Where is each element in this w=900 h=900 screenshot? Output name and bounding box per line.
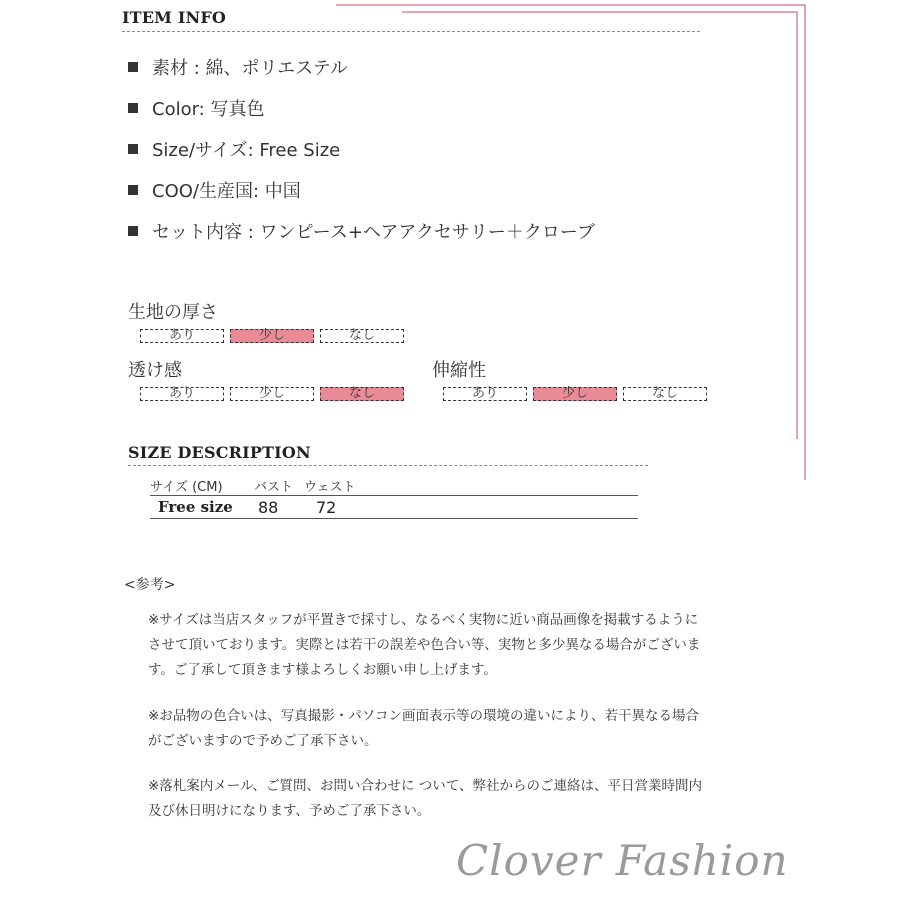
transparency-option-nashi: なし [320,387,404,401]
size-header-size: サイズ (CM) [150,480,223,495]
size-header-waist: ウェスト [304,480,356,495]
reference-note-size: ※サイズは当店スタッフが平置きで採寸し、なるべく実物に近い商品画像を掲載するようにさせて頂いております。実際とは若干の誤差や色合い等、実物と多少異なる場合がございます。ご了承して頂きます様よろしくお願い申し上げます。 [148,612,701,678]
stretch-option-ari: あり [443,387,527,401]
frame-line-right-inner [796,11,798,439]
item-info-divider [122,31,700,32]
frame-line-top-inner [402,11,798,13]
list-item: Color: 写真色 [128,87,595,128]
thickness-scale [140,329,404,343]
thickness-option-sukoshi: 少し [230,329,314,343]
square-bullet-icon [128,185,138,195]
thickness-option-ari: あり [140,329,224,343]
frame-line-top-outer [336,4,806,6]
transparency-option-sukoshi: 少し [230,387,314,401]
size-row-bust: 88 [258,498,279,517]
stretch-option-nashi: なし [623,387,707,401]
reference-note-contact: ※落札案内メール、ご質問、お問い合わせに ついて、弊社からのご連絡は、平日営業時間内及び休日明けになります、予めご了承下さい。 [148,778,702,819]
thickness-option-nashi: なし [320,329,404,343]
size-table [150,473,638,519]
list-item: Size/サイズ: Free Size [128,128,595,169]
transparency-option-ari: あり [140,387,224,401]
list-item: セット内容 : ワンピース+ヘアアクセサリー＋クローブ [128,210,595,251]
frame-line-right-outer [804,4,806,480]
brand-logo-text: Clover Fashion [456,836,789,885]
stretch-option-sukoshi: 少し [533,387,617,401]
size-row-waist: 72 [316,498,337,517]
size-header-bust: バスト [254,480,294,495]
size-description-title: SIZE DESCRIPTION [128,443,311,462]
list-item: 素材 : 綿、ポリエステル [128,46,595,87]
size-description-divider [128,465,648,466]
square-bullet-icon [128,144,138,154]
table-row [150,496,638,519]
thickness-label: 生地の厚さ [128,302,218,323]
stretch-scale [443,387,707,401]
list-item: COO/生産国: 中国 [128,169,595,210]
size-table-header [150,473,638,496]
square-bullet-icon [128,62,138,72]
reference-note-color: ※お品物の色合いは、写真撮影・パソコン画面表示等の環境の違いにより、若干異なる場合がございますので予めご了承下さい。 [148,708,700,749]
item-info-list [128,46,595,251]
reference-heading: <参考> [124,577,176,593]
square-bullet-icon [128,103,138,113]
square-bullet-icon [128,226,138,236]
transparency-scale [140,387,404,401]
size-row-label: Free size [158,498,233,516]
transparency-label: 透け感 [128,360,182,381]
item-info-title: ITEM INFO [122,8,227,27]
stretch-label: 伸縮性 [432,360,486,381]
